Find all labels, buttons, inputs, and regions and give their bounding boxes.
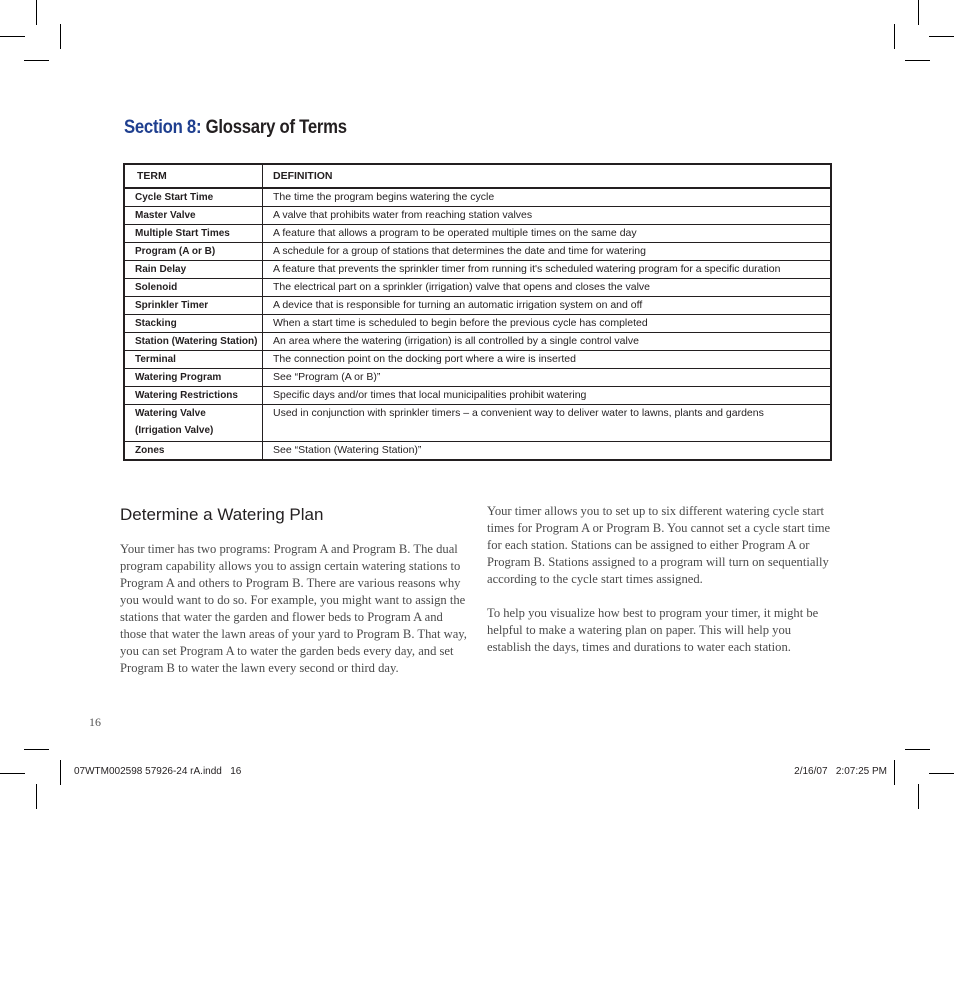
glossary-definition: A feature that prevents the sprinkler timer from running it's scheduled watering program for a specific duration bbox=[263, 261, 832, 279]
table-row bbox=[124, 405, 831, 442]
table-row bbox=[124, 351, 831, 369]
crop-mark bbox=[918, 0, 919, 25]
definition-column-header: DEFINITION bbox=[263, 164, 832, 188]
table-row bbox=[124, 387, 831, 405]
crop-mark bbox=[918, 784, 919, 809]
glossary-term: Solenoid bbox=[124, 279, 263, 297]
watering-plan-heading: Determine a Watering Plan bbox=[120, 505, 324, 524]
table-row bbox=[124, 207, 831, 225]
glossary-term: Stacking bbox=[124, 315, 263, 333]
crop-mark bbox=[929, 36, 954, 37]
glossary-term bbox=[124, 405, 263, 442]
glossary-definition: Used in conjunction with sprinkler timers – a convenient way to deliver water to lawns, plants and gardens bbox=[263, 405, 832, 442]
watering-plan-paragraph: To help you visualize how best to program your timer, it might be helpful to make a watering plan on paper. This will help you establish the days, times and durations to water each station. bbox=[487, 606, 819, 654]
crop-mark bbox=[0, 773, 25, 774]
table-row bbox=[124, 225, 831, 243]
glossary-term-line: Watering Valve bbox=[135, 408, 206, 419]
table-row bbox=[124, 442, 831, 461]
glossary-definition: A valve that prohibits water from reaching station valves bbox=[263, 207, 832, 225]
crop-mark bbox=[929, 773, 954, 774]
glossary-term: Station (Watering Station) bbox=[124, 333, 263, 351]
print-slug-timestamp: 2/16/07 2:07:25 PM bbox=[794, 766, 887, 777]
glossary-header-row bbox=[124, 164, 831, 188]
crop-mark bbox=[905, 60, 930, 61]
glossary-term: Cycle Start Time bbox=[124, 188, 263, 207]
glossary-definition: When a start time is scheduled to begin before the previous cycle has completed bbox=[263, 315, 832, 333]
table-row bbox=[124, 297, 831, 315]
crop-mark bbox=[894, 760, 895, 785]
crop-mark bbox=[60, 760, 61, 785]
glossary-term: Master Valve bbox=[124, 207, 263, 225]
table-row bbox=[124, 315, 831, 333]
crop-mark bbox=[24, 749, 49, 750]
glossary-definition: The time the program begins watering the cycle bbox=[263, 188, 832, 207]
crop-mark bbox=[24, 60, 49, 61]
term-column-header: TERM bbox=[124, 164, 263, 188]
glossary-definition: See “Station (Watering Station)” bbox=[263, 442, 832, 461]
section-title bbox=[124, 117, 347, 139]
glossary-term: Program (A or B) bbox=[124, 243, 263, 261]
crop-mark bbox=[894, 24, 895, 49]
crop-mark bbox=[60, 24, 61, 49]
glossary-term-line: (Irrigation Valve) bbox=[135, 425, 214, 436]
crop-mark bbox=[0, 36, 25, 37]
page-number: 16 bbox=[89, 715, 101, 729]
watering-plan-right-column bbox=[487, 503, 837, 673]
glossary-definition: See “Program (A or B)” bbox=[263, 369, 832, 387]
glossary-term: Watering Program bbox=[124, 369, 263, 387]
print-slug-filename: 07WTM002598 57926-24 rA.indd 16 bbox=[74, 766, 242, 777]
glossary-term: Rain Delay bbox=[124, 261, 263, 279]
crop-mark bbox=[36, 0, 37, 25]
glossary-definition: The connection point on the docking port where a wire is inserted bbox=[263, 351, 832, 369]
section-heading: Glossary of Terms bbox=[205, 117, 347, 138]
glossary-term: Sprinkler Timer bbox=[124, 297, 263, 315]
table-row bbox=[124, 369, 831, 387]
table-row bbox=[124, 279, 831, 297]
watering-plan-paragraph: Your timer has two programs: Program A and Program B. The dual program capability allows you to assign certain watering stations to Program A and others to Program B. There are various reasons why you would want to do so. For example, you might want to assign the stations that water the garden and flower beds to Program A and those that water the lawn areas of your yard to Program B. That way, you can set Program A to water the garden beds every day, and set Program B to water the lawn every second or third day. bbox=[120, 542, 467, 675]
glossary-term: Watering Restrictions bbox=[124, 387, 263, 405]
crop-mark bbox=[905, 749, 930, 750]
glossary-definition: The electrical part on a sprinkler (irrigation) valve that opens and closes the valve bbox=[263, 279, 832, 297]
table-row bbox=[124, 243, 831, 261]
section-number: Section 8: bbox=[124, 117, 202, 138]
table-row bbox=[124, 333, 831, 351]
glossary-term: Multiple Start Times bbox=[124, 225, 263, 243]
glossary-definition: A schedule for a group of stations that determines the date and time for watering bbox=[263, 243, 832, 261]
crop-mark bbox=[36, 784, 37, 809]
glossary-definition: A device that is responsible for turning an automatic irrigation system on and off bbox=[263, 297, 832, 315]
glossary-term: Zones bbox=[124, 442, 263, 461]
glossary-table bbox=[123, 163, 832, 461]
glossary-definition: Specific days and/or times that local municipalities prohibit watering bbox=[263, 387, 832, 405]
glossary-term: Terminal bbox=[124, 351, 263, 369]
glossary-definition: An area where the watering (irrigation) is all controlled by a single control valve bbox=[263, 333, 832, 351]
watering-plan-paragraph: Your timer allows you to set up to six different watering cycle start times for Program A or Program B. You cannot set a cycle start time for each station. Stations can be assigned to either Program A or Program B. Stations assigned to a program will turn on sequentially according to the cycle start times assigned. bbox=[487, 504, 831, 586]
glossary-definition: A feature that allows a program to be operated multiple times on the same day bbox=[263, 225, 832, 243]
table-row bbox=[124, 188, 831, 207]
table-row bbox=[124, 261, 831, 279]
